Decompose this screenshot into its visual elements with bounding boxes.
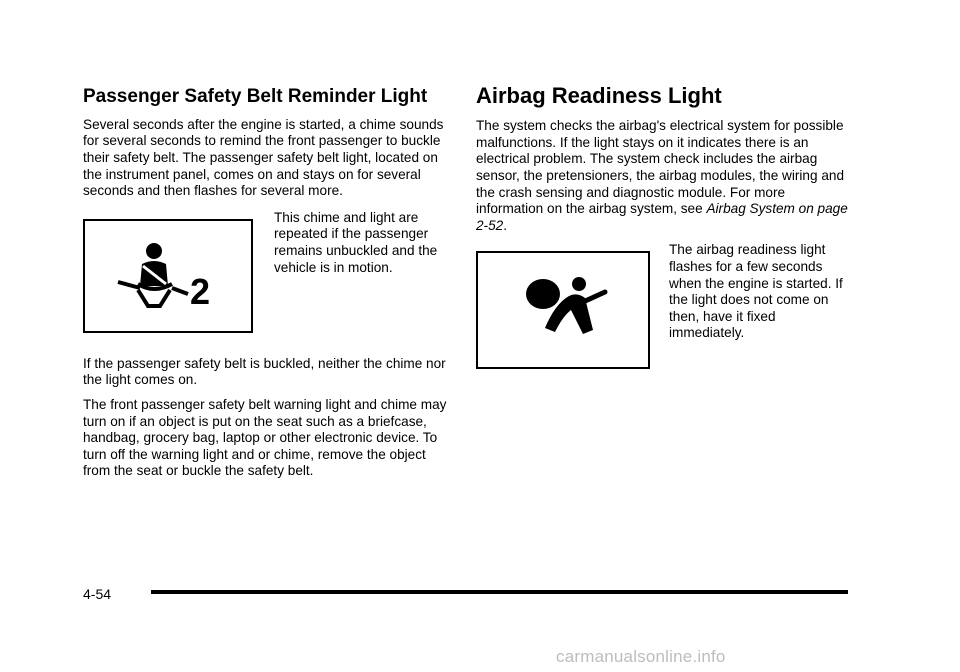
page-number: 4-54 <box>83 586 112 602</box>
footer-rule <box>151 590 848 594</box>
passenger-belt-buckled-text: If the passenger safety belt is buckled, neither the chime nor the light comes on. <box>83 355 446 388</box>
passenger-belt-side-text: This chime and light are repeated if the passenger remains unbuckled and the vehicle is in motion. <box>274 209 438 275</box>
airbag-intro-text: The system checks the airbag's electrical system for possible malfunctions. If the light stays on it indicates there is an electrical problem. The system check includes the airbag sensor, the pretensioners, the airbag modules, the wiring and the crash sensing and diagnostic module. For more information on the airbag system, see <box>476 118 845 217</box>
airbag-reference-link[interactable]: Airbag System on page 2-52 <box>476 201 848 233</box>
airbag-icon-box <box>476 251 650 369</box>
watermark: carmanualsonline.info <box>556 647 726 666</box>
airbag-intro <box>476 118 848 234</box>
passenger-belt-intro: Several seconds after the engine is started, a chime sounds for several seconds to remind the front passenger to buckle their safety belt. The passenger safety belt light, located on the instrument panel, comes on and stays on for several seconds and then flashes for several more. <box>83 116 444 199</box>
airbag-figure-row <box>476 242 848 362</box>
airbag-heading: Airbag Readiness Light <box>476 83 722 108</box>
airbag-intro-end: . <box>503 217 507 233</box>
right-column <box>476 84 848 362</box>
passenger-belt-object-text: The front passenger safety belt warning light and chime may turn on if an object is put on the seat such as a briefcase, handbag, grocery bag, laptop or other electronic device. To turn off the warning light and or chime, remove the object from the seat or buckle the safety belt. <box>83 397 447 479</box>
airbag-side-text: The airbag readiness light flashes for a few seconds when the engine is started. If the light does not come on then, have it fixed immediately. <box>669 242 843 341</box>
passenger-belt-figure-row <box>83 210 453 350</box>
passenger-belt-heading: Passenger Safety Belt Reminder Light <box>83 86 428 107</box>
passenger-seatbelt-icon <box>108 236 228 316</box>
passenger-belt-icon-box <box>83 219 253 333</box>
passenger-icon-digit: 2 <box>190 270 211 312</box>
left-column <box>83 84 453 480</box>
airbag-readiness-icon <box>513 270 613 350</box>
